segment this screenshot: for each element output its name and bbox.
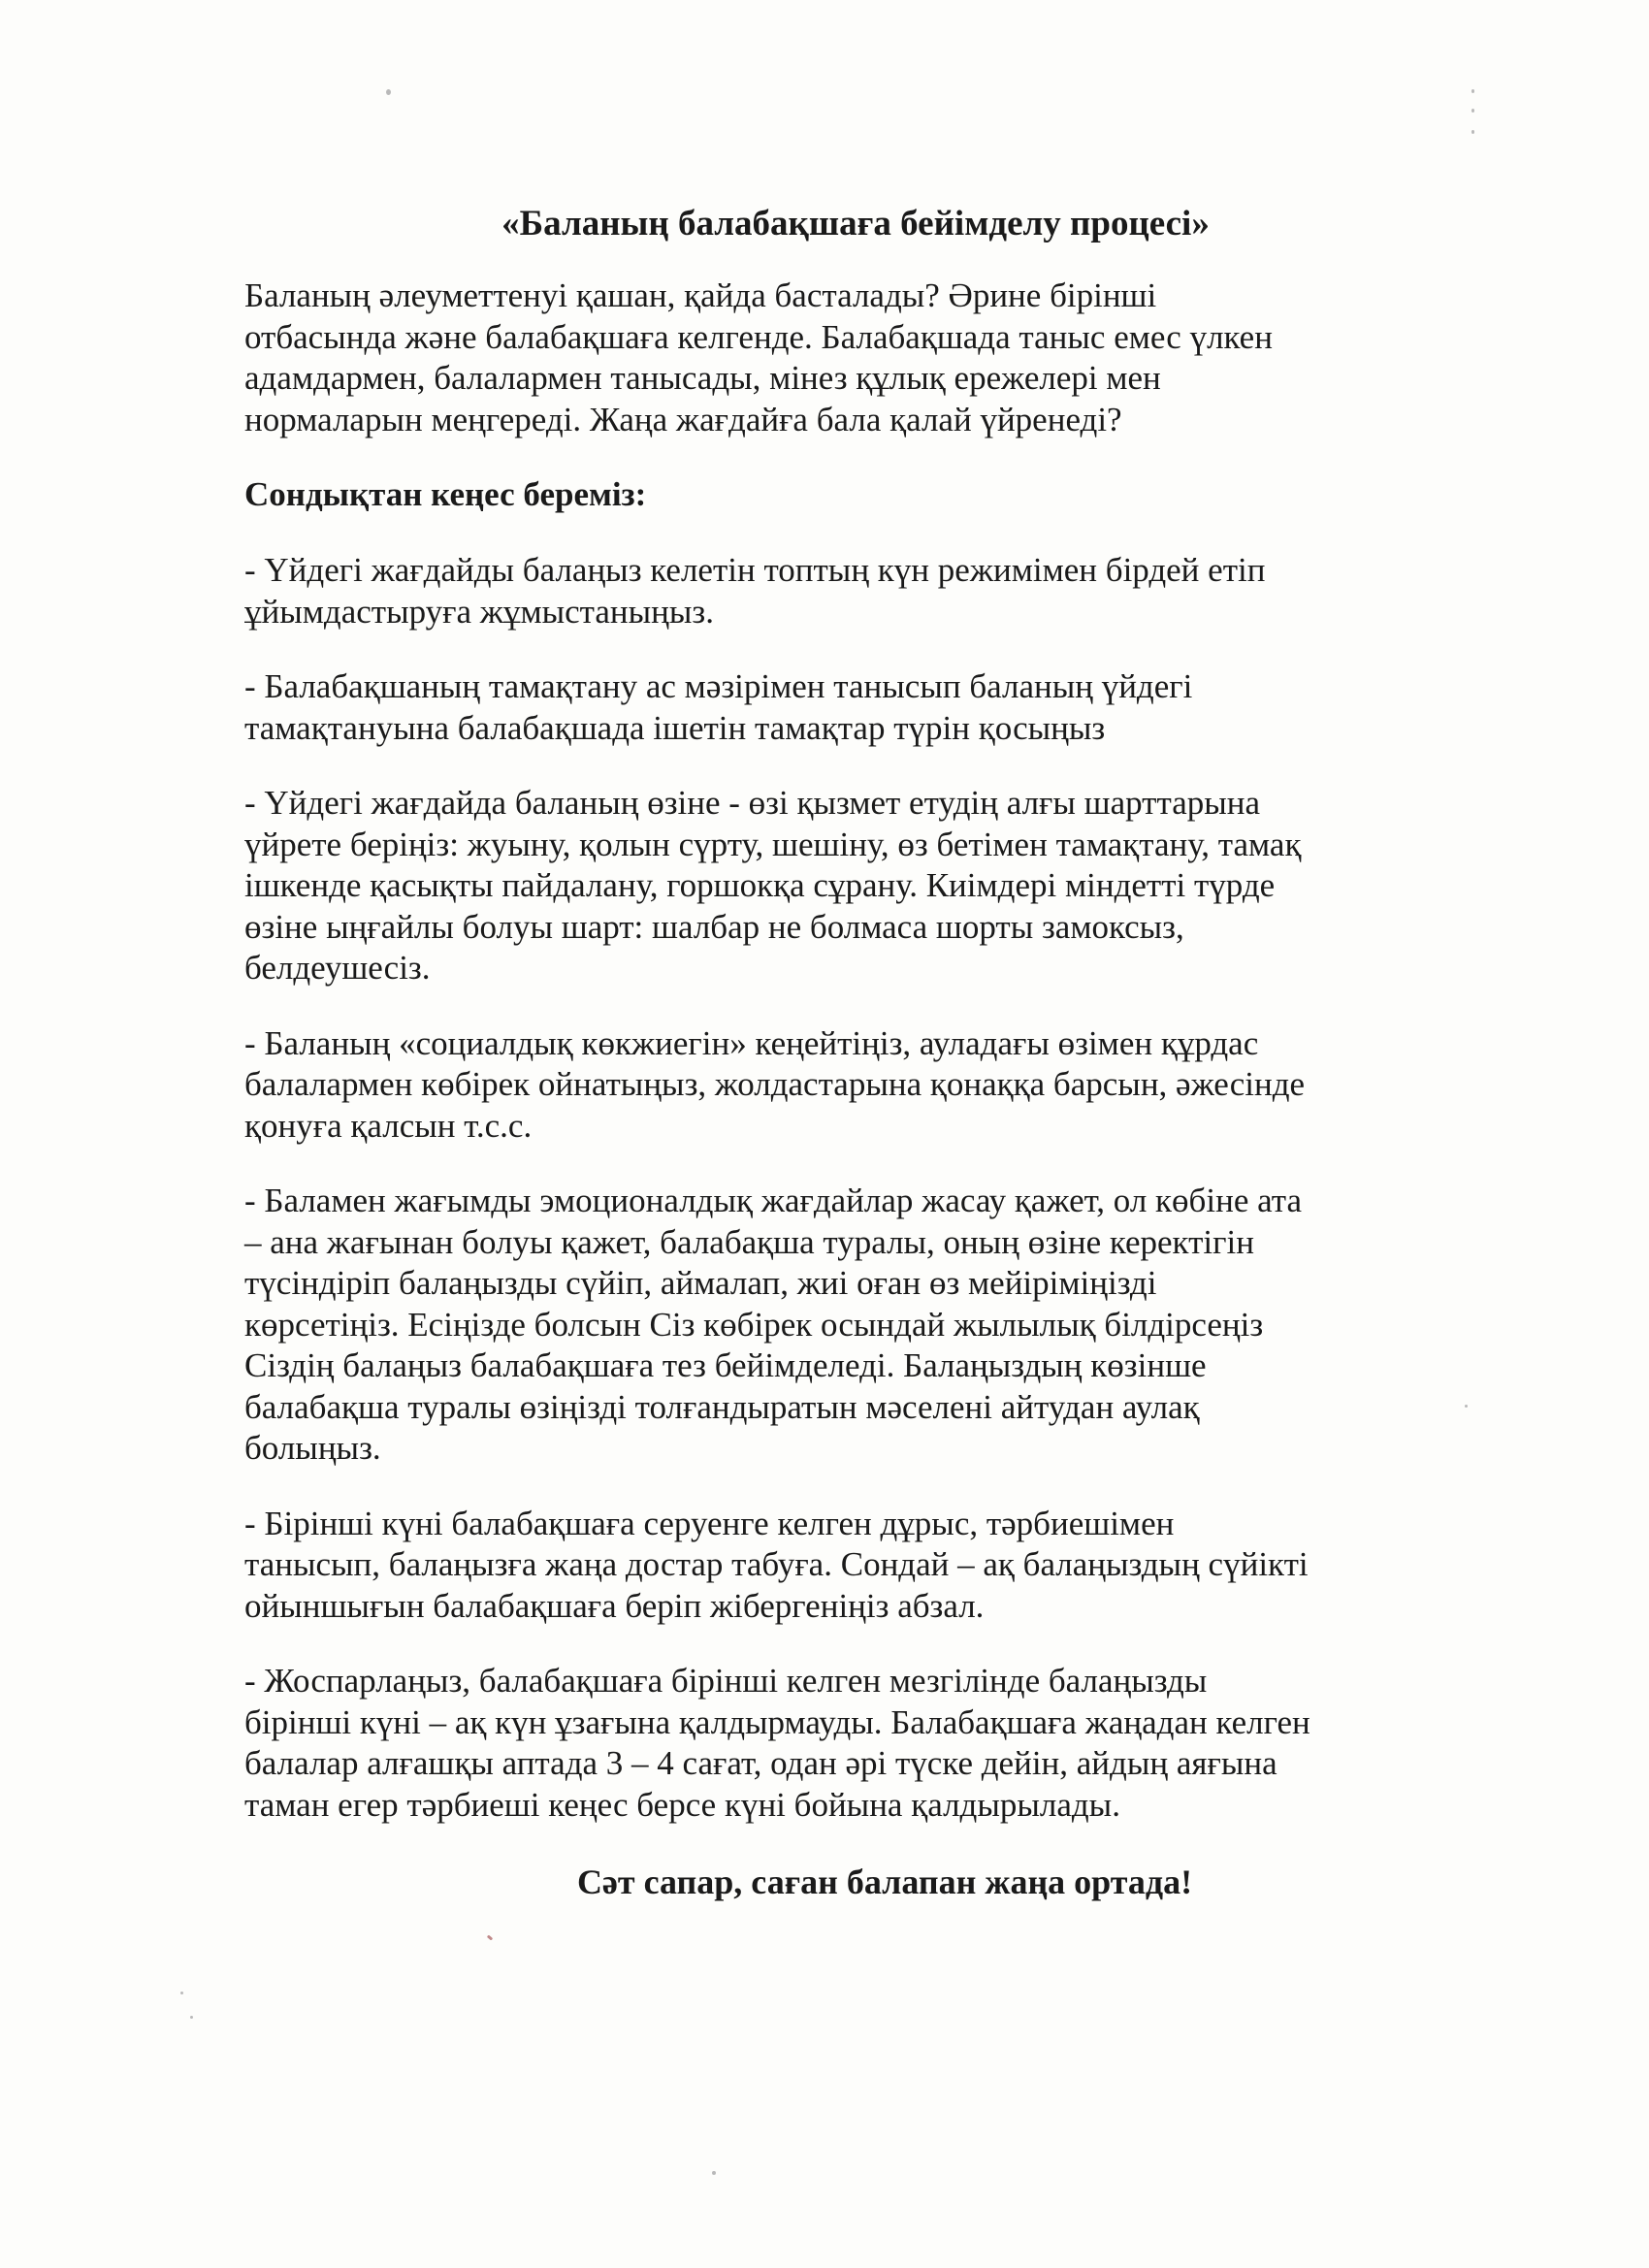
advice-line: ойыншығын балабақшаға беріп жібергеніңіз абзал. [244,1586,985,1625]
advice-item [244,1504,1467,1628]
advice-line: балалар алғашқы аптада 3 – 4 сағат, одан әрі түске дейін, айдың аяғына [244,1744,1277,1782]
intro-line: Баланың әлеуметтенуі қашан, қайда басталады? Әрине бірінші [244,276,1157,314]
intro-paragraph [244,275,1467,440]
scan-speck [1471,130,1474,134]
advice-item [244,1023,1467,1148]
advice-line: танысып, балаңызға жаңа достар табуға. Сондай – ақ балаңыздың сүйікті [244,1545,1309,1583]
advice-line: балалармен көбірек ойнатыңыз, жолдастарына қонаққа барсын, әжесінде [244,1065,1306,1103]
advice-line: ұйымдастыруға жұмыстаныңыз. [244,592,714,631]
closing-wish: Сәт сапар, саған балапан жаңа ортада! [576,1863,1193,1901]
intro-line: адамдармен, балалармен танысады, мінез құлық ережелері мен [244,359,1161,397]
advice-line: - Бірінші күні балабақшаға серуенге келген дұрыс, тәрбиешімен [244,1504,1175,1542]
advice-line: - Баламен жағымды эмоционалдық жағдайлар жасау қажет, ол көбіне ата [244,1182,1302,1219]
advice-line: - Үйдегі жағдайда баланың өзіне - өзі қызмет етудің алғы шарттарына [244,784,1261,822]
advice-line: бірінші күні – ақ күн ұзағына қалдырмауды. Балабақшаға жаңадан келген [244,1702,1310,1741]
advice-line: тамақтануына балабақшада ішетін тамақтар түрін қосыңыз [244,708,1106,747]
advice-line: болыңыз. [244,1429,381,1467]
intro-line: отбасында және балабақшаға келгенде. Балабақшада таныс емес үлкен [244,317,1273,356]
advice-line: түсіндіріп балаңызды сүйіп, аймалап, жиі оған өз мейіріміңізді [244,1264,1157,1302]
advice-heading: Сондықтан кеңес береміз: [244,475,647,513]
advice-line: таман егер тәрбиеші кеңес берсе күні бойына қалдырылады. [244,1785,1120,1824]
advice-line: балабақша туралы өзіңізді толғандыратын мәселені айтудан аулақ [244,1387,1200,1426]
advice-item [244,550,1467,632]
pen-mark [487,1934,494,1940]
scan-speck [712,2171,716,2175]
advice-item [244,666,1467,749]
advice-line: көрсетіңіз. Есіңізде болсын Сіз көбірек осындай жылылық білдірсеңіз [244,1305,1264,1344]
scan-speck [190,2016,193,2019]
advice-line: үйрете беріңіз: жуыну, қолын сүрту, шешіну, өз бетімен тамақтану, тамақ [244,825,1302,863]
advice-line: - Жоспарлаңыз, балабақшаға бірінші келген мезгілінде балаңызды [244,1662,1208,1700]
intro-line: нормаларын меңгереді. Жаңа жағдайға бала қалай үйренеді? [244,400,1122,438]
advice-item [244,783,1467,989]
scan-speck [1471,89,1474,93]
scan-speck [386,89,391,95]
advice-item [244,1661,1467,1826]
document-content [244,200,1467,1904]
advice-line: - Балабақшаның тамақтану ас мәзірімен танысып баланың үйдегі [244,667,1193,705]
advice-line: - Үйдегі жағдайды балаңыз келетін топтың күн режимімен бірдей етіп [244,551,1266,589]
document-title: «Баланың балабақшаға бейімделу процесі» [501,204,1210,243]
scan-speck [180,1992,183,1994]
advice-item [244,1181,1467,1470]
advice-line: Сіздің балаңыз балабақшаға тез бейімделеді. Балаңыздың көзінше [244,1346,1207,1384]
advice-line: қонуға қалсын т.с.с. [244,1106,533,1145]
advice-line: - Баланың «социалдық көкжиегін» кеңейтіңіз, ауладағы өзімен құрдас [244,1023,1259,1062]
advice-line: – ана жағынан болуы қажет, балабақша туралы, оның өзіне керектігін [244,1222,1254,1261]
advice-line: ішкенде қасықты пайдалану, горшокқа сұрану. Киімдері міндетті түрде [244,866,1276,904]
advice-line: белдеушесіз. [244,949,431,987]
scan-speck [1471,109,1474,113]
advice-line: өзіне ыңғайлы болуы шарт: шалбар не болмаса шорты замоксыз, [244,907,1184,946]
